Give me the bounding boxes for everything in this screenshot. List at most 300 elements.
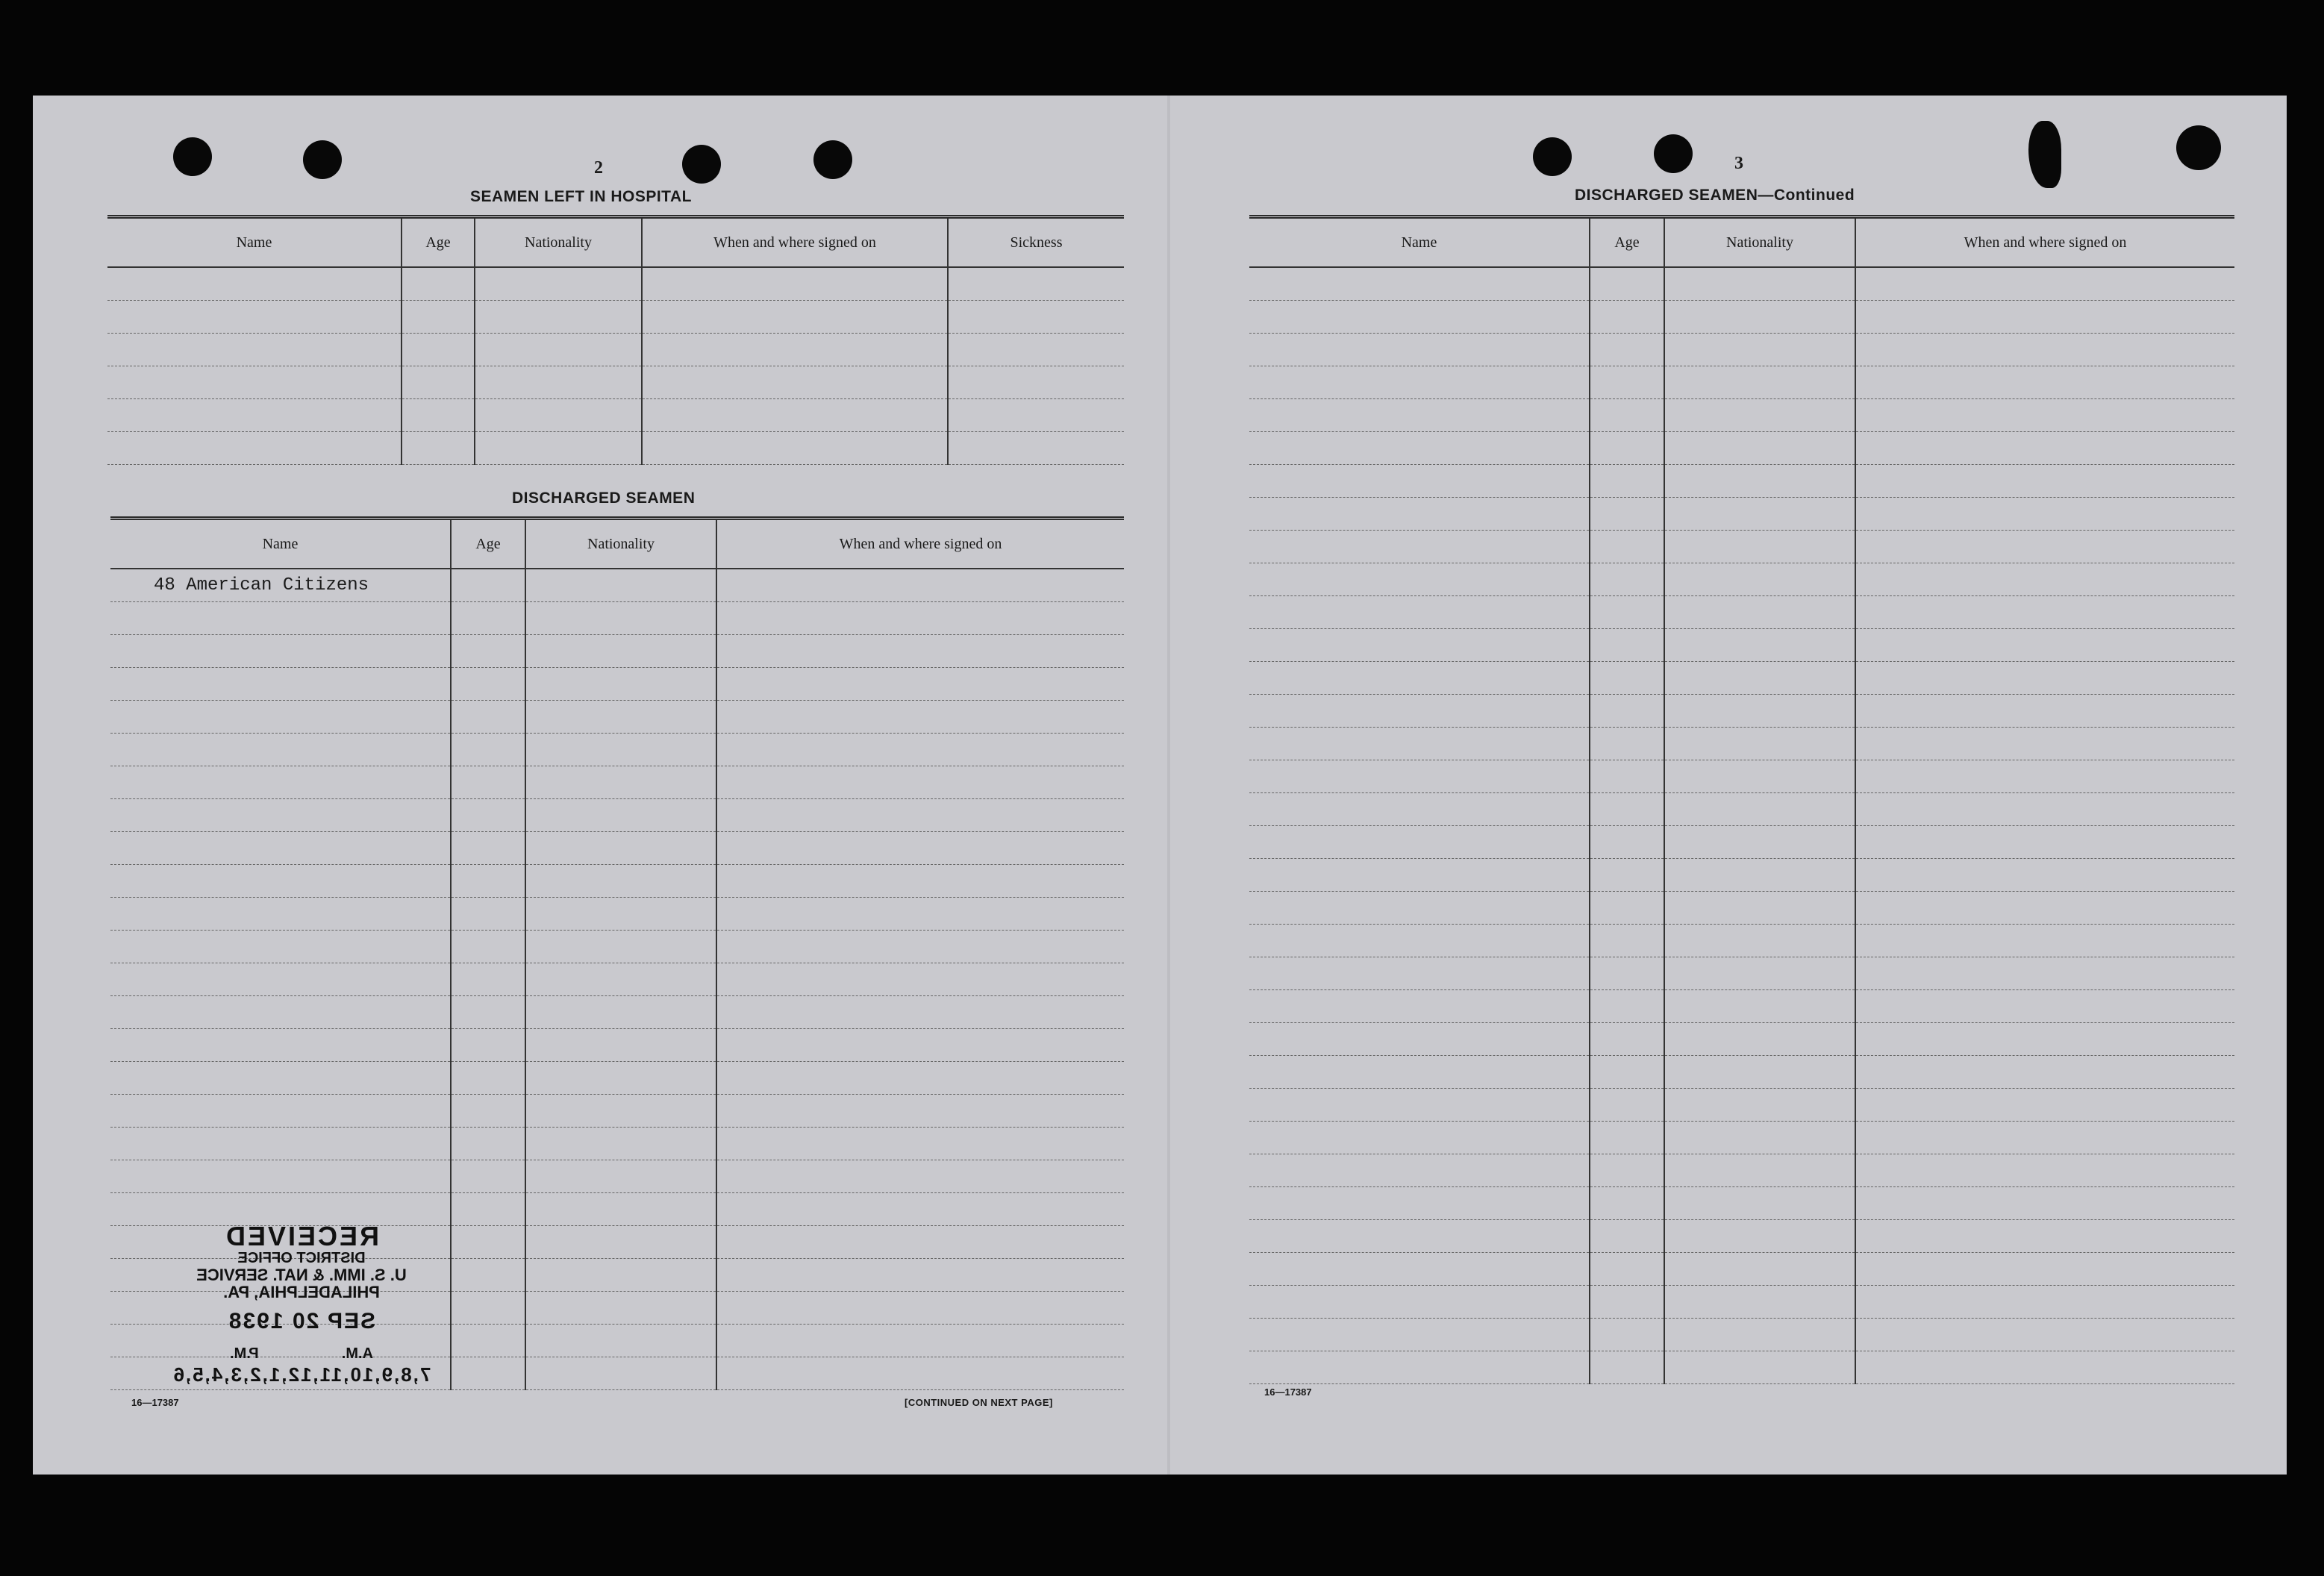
table-cell — [716, 602, 1124, 635]
table-row — [1249, 1187, 2234, 1220]
table-row — [110, 1095, 1124, 1128]
table-cell — [716, 635, 1124, 668]
table-cell — [1590, 662, 1664, 695]
table-cell — [402, 399, 475, 432]
table-cell — [1664, 1351, 1855, 1384]
column-header-sickness: Sickness — [948, 217, 1124, 268]
table-cell — [525, 668, 716, 701]
column-header-name: Name — [1249, 217, 1590, 268]
table-row — [107, 399, 1124, 432]
table-cell — [1855, 267, 2234, 301]
column-header-age: Age — [402, 217, 475, 268]
table-cell — [1664, 1154, 1855, 1187]
table-cell — [1664, 596, 1855, 629]
table-cell — [1249, 596, 1590, 629]
table-cell — [1590, 1286, 1664, 1319]
table-cell — [525, 1029, 716, 1062]
table-cell — [1664, 760, 1855, 793]
table-row — [1249, 531, 2234, 563]
punch-hole — [2176, 125, 2221, 170]
table-cell — [475, 267, 642, 301]
table-cell — [525, 1259, 716, 1292]
table-cell — [1855, 498, 2234, 531]
table-row — [110, 898, 1124, 931]
table-cell — [451, 1292, 525, 1325]
table-row — [1249, 267, 2234, 301]
table-cell — [1664, 990, 1855, 1023]
table-cell — [1249, 1319, 1590, 1351]
table-cell — [110, 1128, 451, 1160]
table-cell — [1590, 432, 1664, 465]
table-cell — [525, 569, 716, 602]
table-cell — [1590, 1154, 1664, 1187]
table-cell — [475, 301, 642, 334]
table-cell — [1590, 399, 1664, 432]
table-cell — [451, 1160, 525, 1193]
table-cell — [451, 766, 525, 799]
table-cell — [1855, 925, 2234, 957]
table-cell — [716, 1357, 1124, 1390]
table-cell — [1590, 892, 1664, 925]
table-cell — [1855, 826, 2234, 859]
table-cell — [402, 366, 475, 399]
discharged-section-title: DISCHARGED SEAMEN — [512, 490, 696, 507]
table-cell — [716, 701, 1124, 734]
table-row — [1249, 563, 2234, 596]
table-cell — [402, 432, 475, 465]
hospital-table-body — [107, 267, 1124, 465]
table-cell — [1249, 1187, 1590, 1220]
table-cell — [1249, 662, 1590, 695]
table-row — [110, 701, 1124, 734]
table-cell — [716, 1226, 1124, 1259]
table-cell: 48 American Citizens — [110, 569, 451, 602]
table-cell — [1249, 432, 1590, 465]
table-cell — [451, 1029, 525, 1062]
table-cell — [1249, 399, 1590, 432]
table-cell — [642, 301, 948, 334]
table-cell — [107, 366, 402, 399]
table-cell — [1249, 1023, 1590, 1056]
table-cell — [1249, 366, 1590, 399]
table-cell — [110, 931, 451, 963]
table-cell — [525, 898, 716, 931]
table-cell — [948, 334, 1124, 366]
column-header-name: Name — [110, 519, 451, 569]
table-row — [110, 635, 1124, 668]
table-cell — [1249, 531, 1590, 563]
title-suffix: —Continued — [1758, 187, 1855, 204]
table-cell — [1855, 301, 2234, 334]
table-row — [1249, 1220, 2234, 1253]
table-row — [107, 301, 1124, 334]
table-cell — [1249, 1253, 1590, 1286]
column-header-signed-on: When and where signed on — [716, 519, 1124, 569]
table-row — [1249, 1319, 2234, 1351]
table-cell — [1590, 267, 1664, 301]
table-cell — [716, 898, 1124, 931]
table-cell — [525, 963, 716, 996]
column-header-nationality: Nationality — [475, 217, 642, 268]
table-cell — [1249, 892, 1590, 925]
table-cell — [1590, 301, 1664, 334]
table-cell — [1664, 1023, 1855, 1056]
table-row — [1249, 728, 2234, 760]
table-cell — [1249, 793, 1590, 826]
punch-hole — [173, 137, 212, 176]
table-row — [1249, 892, 2234, 925]
table-cell — [1590, 1056, 1664, 1089]
table-cell — [716, 1193, 1124, 1226]
table-cell — [451, 569, 525, 602]
table-row — [1249, 1286, 2234, 1319]
table-cell — [1664, 563, 1855, 596]
table-cell — [525, 1160, 716, 1193]
table-cell — [451, 865, 525, 898]
table-row — [1249, 1122, 2234, 1154]
table-row — [110, 1160, 1124, 1193]
table-cell — [1664, 1286, 1855, 1319]
table-cell — [1855, 728, 2234, 760]
table-row — [1249, 1351, 2234, 1384]
table-cell — [1855, 793, 2234, 826]
table-cell — [110, 766, 451, 799]
table-row — [1249, 1023, 2234, 1056]
table-cell — [1590, 1253, 1664, 1286]
table-cell — [1590, 793, 1664, 826]
table-cell — [1590, 596, 1664, 629]
table-cell — [1664, 1187, 1855, 1220]
table-row — [107, 267, 1124, 301]
table-cell — [525, 1095, 716, 1128]
paper-sheet — [33, 96, 2287, 1475]
table-cell — [1249, 301, 1590, 334]
table-cell — [716, 931, 1124, 963]
table-cell — [642, 267, 948, 301]
table-cell — [451, 1095, 525, 1128]
table-cell — [1855, 596, 2234, 629]
table-cell — [451, 1062, 525, 1095]
column-header-signed-on: When and where signed on — [1855, 217, 2234, 268]
table-cell — [1664, 793, 1855, 826]
stamp-line: DISTRICT OFFICE — [237, 1249, 366, 1266]
stamp-date: SEP 20 1938 — [227, 1308, 376, 1333]
table-cell — [1590, 1319, 1664, 1351]
table-cell — [1590, 498, 1664, 531]
table-cell — [1249, 1351, 1590, 1384]
column-header-age: Age — [451, 519, 525, 569]
table-cell — [110, 1160, 451, 1193]
table-row — [110, 1128, 1124, 1160]
table-cell — [1590, 826, 1664, 859]
table-cell — [1249, 267, 1590, 301]
table-row — [1249, 432, 2234, 465]
table-cell — [1855, 1319, 2234, 1351]
received-stamp — [145, 1221, 458, 1386]
table-cell — [107, 301, 402, 334]
table-cell — [1590, 1220, 1664, 1253]
table-cell — [107, 267, 402, 301]
table-cell — [1249, 957, 1590, 990]
punch-hole — [1533, 137, 1572, 176]
table-row — [110, 1029, 1124, 1062]
table-cell — [1664, 925, 1855, 957]
table-cell — [716, 1128, 1124, 1160]
table-cell — [1664, 267, 1855, 301]
table-cell — [716, 569, 1124, 602]
table-cell — [1855, 465, 2234, 498]
torn-hole — [2028, 121, 2061, 188]
table-cell — [110, 635, 451, 668]
column-header-name: Name — [107, 217, 402, 268]
table-row — [1249, 793, 2234, 826]
table-cell — [1664, 695, 1855, 728]
punch-hole — [303, 140, 342, 179]
table-cell — [525, 734, 716, 766]
table-cell — [1855, 1154, 2234, 1187]
table-cell — [1249, 498, 1590, 531]
table-cell — [1664, 892, 1855, 925]
table-row — [1249, 301, 2234, 334]
table-cell — [451, 898, 525, 931]
table-cell — [1249, 925, 1590, 957]
table-cell — [110, 602, 451, 635]
table-cell — [1249, 1122, 1590, 1154]
table-row — [110, 1062, 1124, 1095]
table-row — [1249, 366, 2234, 399]
table-row — [1249, 399, 2234, 432]
table-cell — [475, 399, 642, 432]
table-cell — [451, 734, 525, 766]
table-cell — [716, 1259, 1124, 1292]
table-cell — [525, 602, 716, 635]
punch-hole — [1654, 134, 1693, 173]
page-number: 2 — [594, 158, 603, 178]
table-row — [110, 832, 1124, 865]
table-cell — [1249, 760, 1590, 793]
table-cell — [1590, 859, 1664, 892]
table-cell — [475, 432, 642, 465]
table-cell — [1249, 826, 1590, 859]
column-header-age: Age — [1590, 217, 1664, 268]
table-cell — [110, 1095, 451, 1128]
table-cell — [525, 832, 716, 865]
table-cell — [716, 766, 1124, 799]
table-cell — [110, 1029, 451, 1062]
table-cell — [451, 668, 525, 701]
table-cell — [716, 1292, 1124, 1325]
table-row — [110, 865, 1124, 898]
table-cell — [1855, 990, 2234, 1023]
table-cell — [716, 1325, 1124, 1357]
continued-note: [CONTINUED ON NEXT PAGE] — [905, 1397, 1053, 1408]
table-cell — [1590, 957, 1664, 990]
table-cell — [451, 602, 525, 635]
table-cell — [1590, 1187, 1664, 1220]
table-cell — [1590, 465, 1664, 498]
table-cell — [1855, 695, 2234, 728]
table-cell — [716, 1029, 1124, 1062]
table-cell — [1855, 1023, 2234, 1056]
table-row — [107, 366, 1124, 399]
table-row — [1249, 465, 2234, 498]
table-cell — [1855, 531, 2234, 563]
table-row — [1249, 334, 2234, 366]
table-cell — [1590, 925, 1664, 957]
table-cell — [525, 766, 716, 799]
table-cell — [451, 635, 525, 668]
table-cell — [716, 832, 1124, 865]
table-cell — [525, 799, 716, 832]
punch-hole — [682, 145, 721, 184]
table-cell — [1855, 399, 2234, 432]
table-cell — [1855, 760, 2234, 793]
table-cell — [110, 668, 451, 701]
table-cell — [1249, 1220, 1590, 1253]
discharged-continued-table — [1249, 215, 2234, 1384]
table-cell — [525, 1128, 716, 1160]
table-cell — [110, 734, 451, 766]
table-cell — [451, 1128, 525, 1160]
table-cell — [1590, 531, 1664, 563]
table-row — [1249, 498, 2234, 531]
table-cell — [642, 432, 948, 465]
table-cell — [1249, 629, 1590, 662]
table-cell — [1590, 1122, 1664, 1154]
table-row — [110, 963, 1124, 996]
table-cell — [1664, 1319, 1855, 1351]
discharged-continued-title — [1575, 187, 1855, 204]
table-cell — [1249, 695, 1590, 728]
table-cell — [525, 1292, 716, 1325]
table-cell — [525, 635, 716, 668]
table-cell — [451, 963, 525, 996]
table-cell — [1664, 366, 1855, 399]
table-cell — [525, 996, 716, 1029]
table-cell — [451, 996, 525, 1029]
table-cell — [1590, 990, 1664, 1023]
table-cell — [451, 1325, 525, 1357]
right-page — [1160, 96, 2287, 1475]
table-cell — [525, 1193, 716, 1226]
table-cell — [1664, 1089, 1855, 1122]
table-cell — [948, 432, 1124, 465]
table-cell — [1855, 1253, 2234, 1286]
punch-hole — [813, 140, 852, 179]
table-row — [1249, 662, 2234, 695]
table-row — [1249, 990, 2234, 1023]
table-row — [1249, 957, 2234, 990]
table-cell — [948, 301, 1124, 334]
table-cell — [948, 267, 1124, 301]
table-cell — [1664, 1253, 1855, 1286]
table-cell — [716, 1062, 1124, 1095]
table-cell — [1855, 1056, 2234, 1089]
form-number: 16—17387 — [1264, 1386, 1312, 1398]
hospital-table — [107, 215, 1124, 465]
table-cell — [716, 799, 1124, 832]
table-cell — [525, 931, 716, 963]
table-cell — [110, 701, 451, 734]
table-cell — [1249, 859, 1590, 892]
table-cell — [1855, 1220, 2234, 1253]
table-row — [110, 668, 1124, 701]
table-row — [110, 569, 1124, 602]
table-cell — [107, 399, 402, 432]
page-number: 3 — [1734, 154, 1743, 173]
table-cell — [451, 1259, 525, 1292]
table-cell — [1855, 563, 2234, 596]
table-row — [1249, 695, 2234, 728]
table-cell — [1590, 1023, 1664, 1056]
table-row — [107, 432, 1124, 465]
table-cell — [948, 366, 1124, 399]
table-cell — [1590, 728, 1664, 760]
table-cell — [525, 1357, 716, 1390]
table-cell — [1249, 728, 1590, 760]
table-row — [1249, 1253, 2234, 1286]
table-cell — [1855, 1122, 2234, 1154]
table-cell — [110, 865, 451, 898]
left-page — [33, 96, 1160, 1475]
table-cell — [110, 963, 451, 996]
table-cell — [1664, 334, 1855, 366]
table-cell — [1855, 366, 2234, 399]
table-cell — [525, 1226, 716, 1259]
table-row — [1249, 629, 2234, 662]
table-cell — [402, 334, 475, 366]
table-cell — [716, 734, 1124, 766]
table-row — [1249, 1154, 2234, 1187]
table-cell — [1855, 957, 2234, 990]
table-cell — [642, 366, 948, 399]
table-cell — [716, 963, 1124, 996]
table-cell — [1664, 1220, 1855, 1253]
table-cell — [451, 799, 525, 832]
table-cell — [1855, 662, 2234, 695]
table-cell — [451, 1357, 525, 1390]
table-cell — [1664, 1122, 1855, 1154]
table-cell — [1855, 1089, 2234, 1122]
table-cell — [642, 334, 948, 366]
table-row — [107, 334, 1124, 366]
column-header-nationality: Nationality — [1664, 217, 1855, 268]
title-main: DISCHARGED SEAMEN — [1575, 187, 1758, 204]
table-cell — [451, 931, 525, 963]
table-cell — [1664, 957, 1855, 990]
table-cell — [110, 996, 451, 1029]
table-cell — [1855, 1187, 2234, 1220]
column-header-signed-on: When and where signed on — [642, 217, 948, 268]
table-cell — [716, 865, 1124, 898]
table-cell — [716, 1095, 1124, 1128]
table-cell — [1249, 1056, 1590, 1089]
table-cell — [475, 334, 642, 366]
table-cell — [1590, 1351, 1664, 1384]
table-cell — [1664, 498, 1855, 531]
table-cell — [525, 865, 716, 898]
table-cell — [1664, 629, 1855, 662]
table-cell — [1855, 1351, 2234, 1384]
table-cell — [525, 701, 716, 734]
table-cell — [110, 898, 451, 931]
table-cell — [1664, 465, 1855, 498]
table-cell — [451, 1193, 525, 1226]
table-row — [110, 931, 1124, 963]
hospital-section-title: SEAMEN LEFT IN HOSPITAL — [470, 188, 692, 205]
table-cell — [110, 832, 451, 865]
table-cell — [1249, 990, 1590, 1023]
